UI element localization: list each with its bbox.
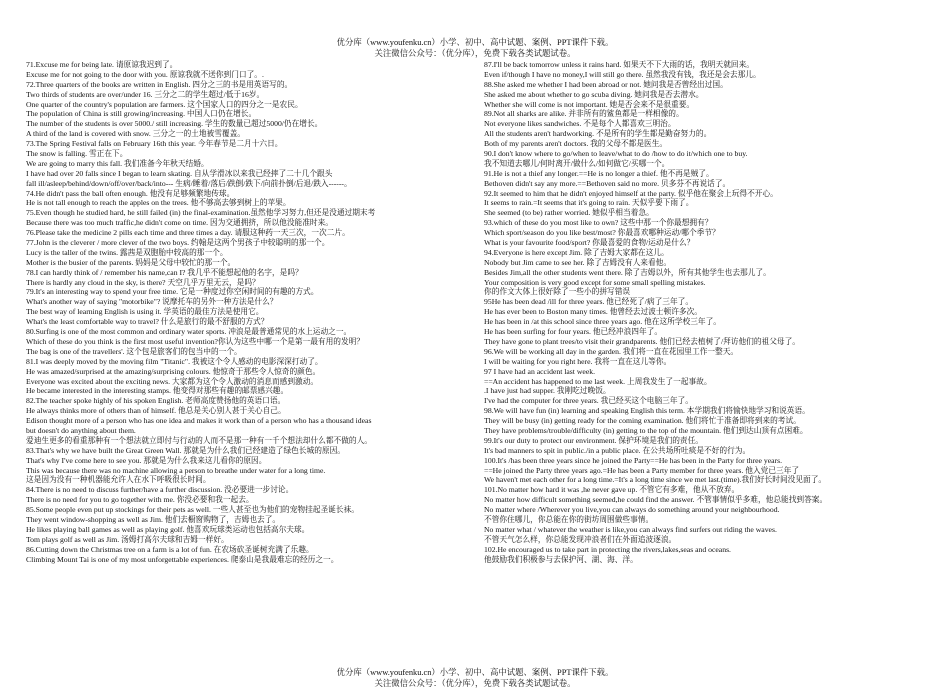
text-line: It seems to rain.=It seems that it's going to rain. 天似乎要下雨了。 [484, 198, 694, 208]
text-line: The best way of learning English is using it. 学英语的最佳方法是使用它。 [26, 307, 264, 317]
text-line: 73.The Spring Festival falls on February 16th this year. 今年春节是二月十六日。 [26, 139, 283, 149]
text-line: The bag is one of the travellers'. 这个包是旅客们的包当中的一个。 [26, 346, 242, 356]
text-line: 86.Cutting down the Christmas tree on a farm is a lot of fun. 在农场砍圣诞树充满了乐趣。 [26, 544, 314, 554]
text-line: 77.John is the cleverer / more clever of the two boys. 约翰是这两个男孩子中较聪明的那一个。 [26, 238, 330, 248]
text-line: What is your favourite food/sport? 你最喜爱的食物/运动是什么？ [484, 238, 695, 248]
text-line: We are going to marry this fall. 我们准备今年秋天结婚。 [26, 158, 209, 168]
text-line: 99.It's our duty to protect our environment. 保护环境是我们的责任。 [484, 435, 703, 445]
text-line: but doesn't do anything about them. [26, 425, 136, 435]
text-line: 91.He is not a thief any longer.==He is no longer a thief. 他不再是贼了。 [484, 168, 714, 178]
text-line: There is hardly any cloud in the sky, is there? 天空几乎万里无云，是吗？ [26, 277, 260, 287]
text-line: 96.We will be working all day in the garden. 我们将一直在花园里工作一整天。 [484, 346, 739, 356]
text-line: 爱迪生更多的看重那种有一个想法就立即付与行动的人而不是那一种有一千个想法却什么都不做的人。 [26, 435, 372, 445]
text-line: 79.It's an interesting way to spend your free time. 它是一种度过你空闲时间的有趣的方式。 [26, 287, 319, 297]
text-line: I've had the computer for three years. 我已经买这个电脑三年了。 [484, 396, 693, 406]
text-line: Tom plays golf as well as Jim. 汤姆打高尔夫球和吉姆一样好。 [26, 534, 229, 544]
text-line: I will be waiting for you right here. 我将一直在这儿等你。 [484, 356, 672, 366]
text-line: Lucy is the taller of the twins. 露茜是双胞胎中较高的那一个。 [26, 247, 228, 257]
footer-line-1: 优分库（www.youfenku.cn）小学、初中、高中试题、案例、PPT课件下载。 [336, 668, 614, 677]
text-line: Bethoven didn't say any more.==Bethoven said no more. 贝多芬不再说话了。 [484, 178, 731, 188]
page-header [0, 38, 950, 59]
text-line: Which of these do you think is the first most useful invention?你认为这些中哪一个是第一最有用的发明？ [26, 336, 365, 346]
text-line: Edison thought more of a person who has one idea and makes it work than of a person who has a thousand ideas [26, 416, 372, 426]
text-line: He was amazed/surprised at the amazing/surprising colours. 他惊奇于那些令人惊奇的颜色。 [26, 366, 321, 376]
text-line: ==He joined the Party three years ago.=He has been a Party member for three years. 他入党已三年了 [484, 465, 800, 475]
text-line: 82.The teacher spoke highly of his spoken English. 老师高度赞扬他的英语口语。 [26, 396, 286, 406]
text-line: The population of China is still growing/increasing. 中国人口仍在增长。 [26, 109, 257, 119]
text-line: 72.Three quarters of the books are written in English. 四分之三的书是用英语写的。 [26, 79, 293, 89]
text-line: 88.She asked me whether I had been abroad or not. 她问我是否曾经出过国。 [484, 79, 728, 89]
text-line: They went window-shopping as well as Jim. 他们去橱窗购物了，吉姆也去了。 [26, 514, 281, 524]
text-line: A third of the land is covered with snow. 三分之一的土地被雪覆盖。 [26, 129, 245, 139]
text-line: He has been in /at this school since three years ago. 他在这所学校三年了。 [484, 317, 721, 327]
text-line: 93.which of these do you most like to own? 这些中那一个你最想拥有？ [484, 218, 713, 228]
text-line: He became interested in the interesting stamps. 他变得对那些有趣的邮票感兴趣。 [26, 386, 289, 396]
text-line: Which sport/season do you like best/most? 你最喜欢哪种运动/哪个季节？ [484, 228, 720, 238]
text-line: fall ill/asleep/behind/down/off/over/back/into--- 生病/睡着/落后/跌倒/跌下/向前扑倒/后退/跌入------。 [26, 178, 352, 188]
text-line: There is no need for you to go together with me. 你没必要和我一起去。 [26, 495, 254, 505]
text-line: No matter where /Wherever you live,you can always do something around your neighbourhood. [484, 505, 780, 515]
text-line: No matter what / whatever the weather is like,you can always find surfers out riding the waves. [484, 524, 777, 534]
text-line: No matter how difficult something seemed,he could find the answer. 不管事情似乎多难，他总能找到答案。 [484, 495, 828, 505]
text-line: 94.Everyone is here except Jim. 除了吉姆大家都在这儿。 [484, 247, 669, 257]
text-line: He always thinks more of others than of himself. 他总是关心别人甚于关心自己。 [26, 406, 286, 416]
text-line: 不管你住哪儿，你总能在你的街坊周围做些事情。 [484, 514, 654, 524]
text-line: Your composition is very good except for some small spelling mistakes. [484, 277, 706, 287]
right-column [484, 60, 934, 564]
text-line: What's another way of saying "motorbike"? 说摩托车的另外一种方法是什么？ [26, 297, 278, 307]
text-line: 95He has been dead /ill for three years. 他已经死了/病了三年了。 [484, 297, 694, 307]
text-line: She asked me about whether to go scuba diving. 她问我是否去潜水。 [484, 89, 704, 99]
text-line: Excuse me for not going to the door with you. 原谅我就不送你到门口了。. [26, 69, 264, 79]
text-line: 87.I'll be back tomorrow unless it rains hard. 如果天不下大雨的话，我明天就回来。 [484, 60, 754, 69]
text-line: Whether she will come is not important. 她是否会来不是很重要。 [484, 99, 695, 109]
text-line: Not everyone likes sandwiches. 不是每个人都喜欢三明治。 [484, 119, 676, 129]
text-line: He is not tall enough to reach the apples on the trees. 他不够高去够到树上的苹果。 [26, 198, 291, 208]
text-line: She seemed (to be) rather worried. 她似乎相当着急。 [484, 208, 654, 218]
text-line: 你的作文大体上很好除了一些小的拼写错误 [484, 287, 631, 297]
page-footer [0, 668, 950, 689]
text-line: We haven't met each other for a long time.=It's a long time since we met last.(time).我们好长时间没见面了。 [484, 475, 827, 485]
text-line: Besides Jim,all the other students went there. 除了吉姆以外，所有其他学生也去那儿了。 [484, 267, 771, 277]
text-line: That's why I've come here to see you. 那就是为什么我来这儿看你的原因。 [26, 455, 267, 465]
text-line: 78.I can hardly think of / remember his name,can I? 我几乎不能想起他的名字，是吗？ [26, 267, 303, 277]
text-line: 97 I have had an accident last week. [484, 366, 595, 376]
text-line: 102.He encouraged us to take part in protecting the rivers,lakes,seas and oceans. [484, 544, 731, 554]
text-line: 不管天气怎么样，你总能发现冲浪者们在外面追波逐浪。 [484, 534, 677, 544]
text-line: 98.We will have fun (in) learning and speaking English this term. 本学期我们将愉快地学习和说英语。 [484, 406, 810, 416]
text-line: 我不知道去哪儿/何时离开/做什么/如何做它/买哪一个。 [484, 158, 670, 168]
text-line: 他鼓励我们积极参与去保护河、湖、海、洋。 [484, 554, 638, 564]
text-line: One quarter of the country's population are farmers. 这个国家人口的四分之一是农民。 [26, 99, 303, 109]
text-line: 90.I don't know where to go/when to leave/what to do /how to do it/which one to buy. [484, 149, 748, 159]
text-line: What's the least comfortable way to travel? 什么是旅行的最不舒服的方式？ [26, 317, 269, 327]
text-line: Everyone was excited about the exciting news. 大家都为这个令人激动的消息而感到激动。 [26, 376, 319, 386]
text-line: He likes playing ball games as well as playing golf. 他喜欢玩球类运动也包括高尔夫球。 [26, 524, 310, 534]
text-line: He has ever been to Boston many times. 他曾经去过波士顿许多次。 [484, 307, 702, 317]
text-line: 81.I was deeply moved by the moving film "Titanic". 我被这个令人感动的电影深深打动了。 [26, 356, 323, 366]
text-line: Even if/though I have no money,I will still go there. 虽然我没有钱，我还是会去那儿。 [484, 69, 761, 79]
text-line: They have problems/trouble/difficulty (in) getting to the top of the mountain. 他们到达山顶有点困难。 [484, 425, 808, 435]
text-line: They will be busy (in) getting ready for the coming examination. 他们将忙于准备即将到来的考试。 [484, 416, 801, 426]
text-line: Because there was too much traffic,he didn't come on time. 因为交通拥挤，所以他没能准时来。 [26, 218, 333, 228]
text-line: 71.Excuse me for being late. 请原谅我迟到了。 [26, 60, 178, 69]
left-column [26, 60, 473, 564]
header-line-1: 优分库（www.youfenku.cn）小学、初中、高中试题、案例、PPT课件下载。 [336, 38, 614, 47]
text-line: 这是因为没有一种机器能允许人在水下呼吸很长时间。 [26, 475, 211, 485]
text-line: 75.Even though he studied hard, he still failed (in) the final-examination.虽然他学习努力,但还是没通过期末考 [26, 208, 376, 218]
text-line: Two thirds of students are over/under 16. 三分之二的学生超过/低于16岁。 [26, 89, 265, 99]
text-line: It's bad manners to spit in public./in a public place. 在公共场所吐痰是不好的行为。 [484, 445, 751, 455]
text-line: 92.It seemed to him that he didn't enjoyed himself at the party. 似乎他在聚会上玩得不开心。 [484, 188, 778, 198]
text-line: 74.He didn't pass the ball often enough. 他没有足够频繁地传球。 [26, 188, 235, 198]
text-line: The number of the students is over 5000./ still increasing. 学生的数量已超过5000/仍在增长。 [26, 119, 323, 129]
text-line: 84.There is no need to discuss further/have a further discussion. 没必要进一步讨论。 [26, 485, 294, 495]
text-line: 89.Not all sharks are alike. 并非所有的鲨鱼都是一样相像的。 [484, 109, 684, 119]
text-line: 83.That's why we have built the Great Green Wall. 那就是为什么我们已经建造了绿色长城的原因。 [26, 445, 345, 455]
text-line: Both of my parents aren't doctors. 我的父母不都是医生。 [484, 139, 668, 149]
text-line: 76.Please take the medicine 2 pills each time and three times a day. 请服这种药一天三次，一次二片。 [26, 228, 350, 238]
text-line: 101.No matter how hard it was ,he never gave up. 不管它有多难，他从不放弃。 [484, 485, 740, 495]
text-line: Nobody but Jim came to see her. 除了吉姆没有人来看他。 [484, 257, 672, 267]
text-line: Climbing Mount Tai is one of my most unforgettable experiences. 爬泰山是我最难忘的经历之一。 [26, 554, 339, 564]
text-line: 100.It's /has been three years since he joined the Party==He has been in the Party for three years. [484, 455, 783, 465]
text-line: He has been surfing for four years. 他已经冲浪四年了。 [484, 327, 663, 337]
text-line: .I have just had supper. 我刚吃过晚饭。 [484, 386, 611, 396]
text-line: I have had over 20 falls since I began to learn skating. 自从学滑冰以来我已经摔了二十几个跟头 [26, 168, 333, 178]
text-line: They have gone to plant trees/to visit their grandparents. 他们已经去植树了/拜访他们的祖父母了。 [484, 336, 800, 346]
text-line: Mother is the busier of the parents. 妈妈是父母中较忙的那一个。 [26, 257, 236, 267]
text-line: This was because there was no machine allowing a person to breathe under water for a long time. [26, 465, 326, 475]
text-line: 80.Surfing is one of the most common and ordinary water sports. 冲浪是最普通常见的水上运动之一。 [26, 327, 352, 337]
text-line: The snow is falling. 雪正在下。 [26, 149, 128, 159]
header-line-2: 关注微信公众号：（优分库），免费下载各类试题试卷。 [374, 48, 576, 58]
text-line: ==An accident has happened to me last week. 上周我发生了一起事故。 [484, 376, 712, 386]
footer-line-2: 关注微信公众号：（优分库），免费下载各类试题试卷。 [374, 678, 576, 688]
text-line: All the students aren't hardworking. 不是所有的学生都是勤奋努力的。 [484, 129, 712, 139]
text-line: 85.Some people even put up stockings for their pets as well. 一些人甚至也为他们的宠物挂起圣诞长袜。 [26, 505, 359, 515]
